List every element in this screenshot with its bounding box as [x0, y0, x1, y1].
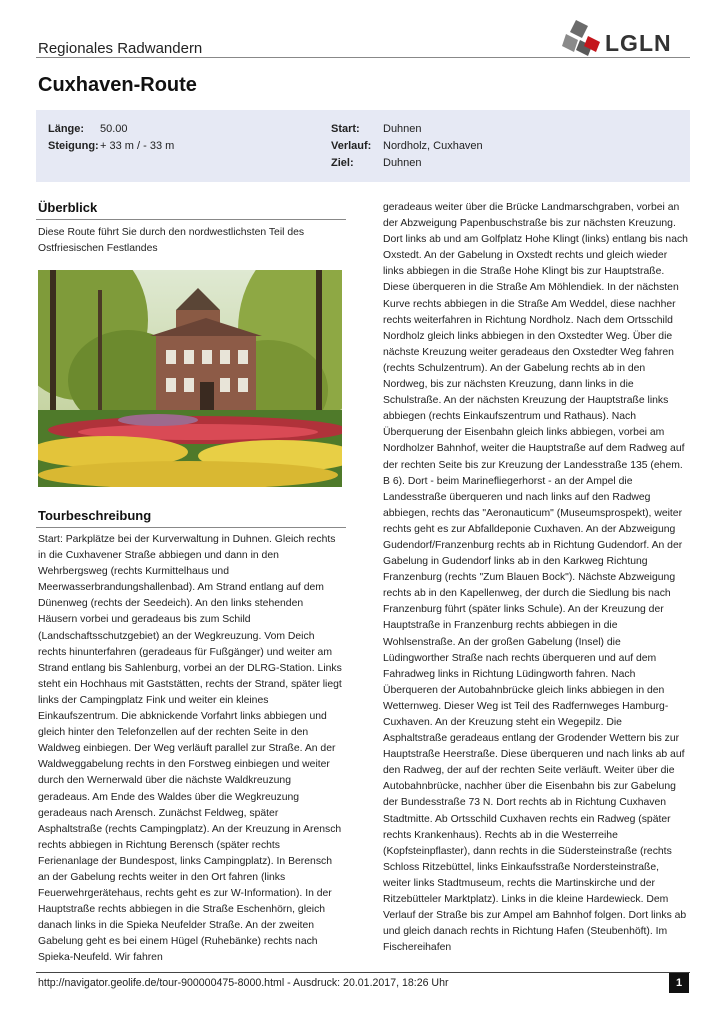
header-title: Regionales Radwandern — [38, 40, 203, 57]
page-number: 1 — [669, 973, 689, 993]
fact-route-value: Nordholz, Cuxhaven — [383, 140, 483, 152]
lgln-logo-icon — [562, 18, 606, 58]
fact-goal-label: Ziel: — [331, 157, 354, 169]
overview-heading: Überblick — [38, 200, 98, 215]
tour-divider — [36, 527, 346, 528]
fact-climb-value: + 33 m / - 33 m — [100, 140, 175, 152]
lgln-logo-text: LGLN — [605, 30, 672, 56]
overview-divider — [36, 219, 346, 220]
fact-route-label: Verlauf: — [331, 140, 372, 152]
route-photo — [38, 270, 342, 487]
fact-start-label: Start: — [331, 123, 360, 135]
tour-heading: Tourbeschreibung — [38, 508, 152, 523]
fact-climb-label: Steigung: — [48, 140, 99, 152]
footer-divider — [36, 972, 690, 973]
tour-facts-box — [36, 110, 690, 182]
overview-text: Diese Route führt Sie durch den nordwestlichsten Teil des Ostfriesischen Festlandes — [38, 227, 305, 255]
footer-url-and-print-date: http://navigator.geolife.de/tour-900000475-8000.html - Ausdruck: 20.01.2017, 18:26 Uhr — [38, 977, 449, 989]
tour-text-right: geradeaus weiter über die Brücke Landmarschgraben, vorbei an der Abzweigung Papenbuschstraße bis zur nächsten Kreuzung. Dort links ab und am Golfplatz Hohe Klingt (links) entlang bis nach Oxstedt. An der Gabelung in Oxstedt rechts und gleich wieder links abbiegen in die Straße Hohe Klingt bis zur Hauptstraße. Diese überqueren in die Straße Am Möhlendiek. In der nächsten Kurve rechts abbiegen in die Straße Am Weddel, diese nachher rechts weiterfahren in Richtung Nordholz. Nach dem Ortsschild Nordholz gleich links abbiegen in den Oxstedter Weg. Über die nächste Kreuzung weiter geradeaus den Oxstedter Weg fahren (rechts Schulzentrum). An der Gabelung rechts ab in den Nordweg, bis zur nächsten Kreuzung, dann links in die Schulstraße. An der nächsten Kreuzung der Hauptstraße links abbiegen (rechts Einkaufszentrum und Rathaus). Nach Überquerung der Eisenbahn gleich links abbiegen, vorbei am Nordholzer Bahnhof, weiter die Hauptstraße auf dem Radweg auf der rechten Seite bis zur Kreuzung der Landesstraße 135 (ehem. B 6). Dort - beim Marinefliegerhorst - an der Ampel die Landesstraße überqueren und nach links auf den Radweg abbiegen, rechts das "Aeronauticum" (Museumsprospekt), weiter rechts geht es zur Abfalldeponie Cuxhaven. An der Abzweigung Gudendorf/Franzenburg rechts ab in Richtung Gudendorf. An der Gabelung in Gudendorf links ab in den Karkweg Richtung Franzenburg (rechts "Zum Blauen Bock"). Nächste Abzweigung rechts ab in den Kapellenweg, der durch die Siedlung bis nach Franzenburg führt (später links Schule). An der Kreuzung der Hauptstraße in Franzenburg rechts abbiegen in die Wohlsenstraße. An der großen Gabelung (Insel) die Lüdingworther Straße nach rechts überqueren und auf dem Fahradweg links in Richtung Lüdingworth fahren. Nach Überqueren der Autobahnbrücke gleich links abbiegen in den Wetternweg. Dieser Weg ist Teil des Radfernweges Hamburg-Cuxhaven. An der Kreuzung steht ein Wegepilz. Die Asphaltstraße geradeaus entlang der Grodender Wettern bis zur Hauptstraße Heerstraße. Diese überqueren und nach links ab auf den Radweg, der auf der rechten Seite verläuft. Weiter über die Autobahnbrücke, nachher über die Eisenbahn bis zur Gabelung der Bundesstraße 73 N. Dort rechts ab in Richtung Cuxhaven Stadtmitte. Ab Ortsschild Cuxhaven rechts ein Radweg (später rechts Krankenhaus). Rechts ab in die Westerreihe (Kopfsteinpflaster), dann rechts in die Südersteinstraße (rechts Schloss Ritzebüttel, links Einkaufsstraße Nordersteinstraße, weiter links Stadtmuseum, rechts die Martinskirche und der Ritzebütteler Marktplatz). Links in die kleine Hardewieck. Dem Verlauf der Straße bis zur Ampel am Bahnhof folgen. Dort links ab und gleich danach rechts in Richtung Hafen (Steubenhöft). Im Fischereihafen — [383, 202, 688, 954]
fact-length-label: Länge: — [48, 123, 85, 135]
fact-goal-value: Duhnen — [383, 157, 422, 169]
tour-text-left: Start: Parkplätze bei der Kurverwaltung in Duhnen. Gleich rechts in die Cuxhavener Straße abbiegen und dann in den Wehrbergsweg (rechts Kurmittelhaus und Meerwasserbrandungshallenbad). Am Strand entlang auf dem Dünenweg (rechts der Seedeich). An den links stehenden Häusern vorbei und geradeaus bis zum Schild (Landschaftsschutzgebiet) an der Wegkreuzung. Vom Deich rechts hinunterfahren (geradeaus für Fußgänger) und weiter am Strand entlang bis Sahlenburg, vorbei an der DLRG-Station. Links steht ein Hochhaus mit Gaststätten, rechts der Strand, später liegt links der Campingplatz Fink und weiter ein kleines Einkaufszentrum. Die abknickende Vorfahrt links abbiegen und gleich hinter den Telefonzellen auf der rechten Seite in den Waldweg einbiegen. Der Weg verläuft parallel zur Straße. An der Waldweggabelung rechts in den Forstweg einbiegen und weiter durch den Wernerwald über die nächste Waldkreuzung geradeaus. Am Ende des Waldes über die Wegkreuzung geradeaus nach Arensch. Zunächst Feldweg, später Asphaltstraße (rechts Campingplatz). An der Kreuzung in Arensch rechts abbiegen in Richtung Berensch (später rechts Ferienanlage der Bundespost, links Campingplatz). In Berensch an der Gabelung rechts weiter in den Ort fahren (links Feuerwehrgerätehaus, rechts geht es zur W-Information). In der Hauptstraße rechts abbiegen in die Straße Eschenhörn, gleich danach links in die Spieka Neufelder Straße. An der zweiten Gabelung geht es bei einem Hügel (Ruhebänke) rechts nach Spieka-Neufeld. Wir fahren — [38, 534, 342, 964]
fact-start-value: Duhnen — [383, 123, 422, 135]
fact-length-value: 50.00 — [100, 123, 128, 135]
page-title: Cuxhaven-Route — [38, 74, 197, 96]
manor-house-photo — [38, 270, 342, 487]
